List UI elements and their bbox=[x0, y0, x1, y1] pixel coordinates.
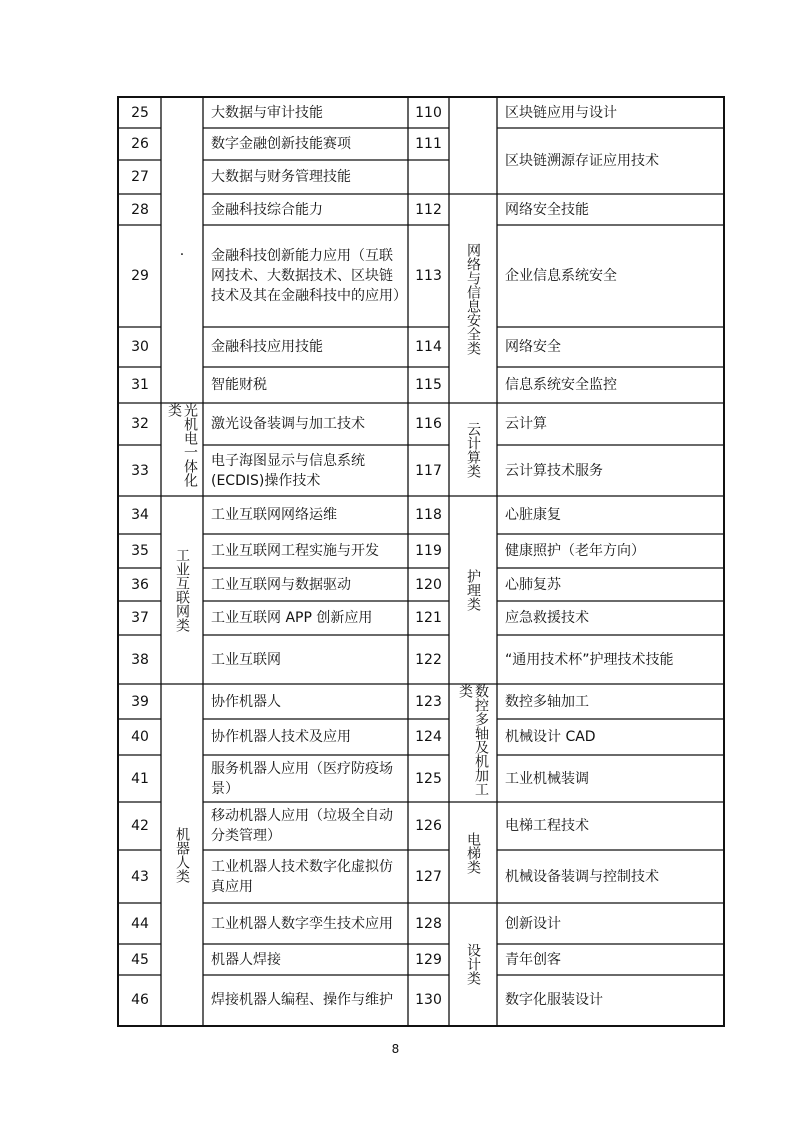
row-number: 127 bbox=[415, 868, 442, 885]
item-name: 数控多轴加工 bbox=[505, 693, 589, 710]
item-name: 云计算技术服务 bbox=[505, 462, 603, 479]
item-name: 大数据与财务管理技能 bbox=[211, 169, 351, 185]
row-number: 33 bbox=[131, 462, 149, 479]
item-name: 网络安全 bbox=[505, 339, 561, 355]
row-number: 27 bbox=[131, 169, 149, 185]
row-number: 115 bbox=[415, 377, 442, 393]
item-name: 机器人焊接 bbox=[211, 951, 281, 968]
competition-table bbox=[117, 96, 725, 1027]
item-name: 区块链溯源存证应用技术 bbox=[505, 153, 659, 169]
row-number: 112 bbox=[415, 201, 442, 218]
row-number: 122 bbox=[415, 651, 442, 668]
row-number: 110 bbox=[415, 105, 442, 121]
row-number: 36 bbox=[131, 576, 149, 593]
item-name: “通用技术杯”护理技术技能 bbox=[505, 651, 674, 668]
item-name: 信息系统安全监控 bbox=[505, 377, 617, 393]
item-name: 智能财税 bbox=[211, 377, 267, 393]
row-number: 121 bbox=[415, 610, 442, 626]
page-number: 8 bbox=[391, 1042, 400, 1056]
row-number: 25 bbox=[131, 105, 149, 121]
row-number: 43 bbox=[131, 868, 149, 885]
row-number: 123 bbox=[415, 693, 442, 710]
category-label: 网络与信息安全类 bbox=[465, 242, 481, 355]
category-label bbox=[449, 98, 497, 194]
row-number: 117 bbox=[415, 462, 442, 479]
item-name: 工业互联网 APP 创新应用 bbox=[211, 610, 373, 626]
row-number: 28 bbox=[131, 201, 149, 218]
row-number: 44 bbox=[131, 915, 149, 932]
row-number: 46 bbox=[131, 992, 149, 1008]
row-number: 116 bbox=[415, 416, 442, 432]
item-name: 激光设备装调与加工技术 bbox=[211, 416, 365, 432]
item-name: 工业机器人技术数字化虚拟仿真应用 bbox=[211, 858, 393, 895]
row-number: 114 bbox=[415, 339, 442, 355]
category-label: 数控多轴及机加工类 bbox=[457, 684, 489, 796]
item-name: 应急救援技术 bbox=[505, 610, 589, 626]
row-number: 26 bbox=[131, 136, 149, 152]
item-name: 工业互联网网络运维 bbox=[211, 507, 337, 523]
category-label: 云计算类 bbox=[465, 421, 481, 478]
item-name: 移动机器人应用（垃圾全自动分类管理） bbox=[211, 808, 393, 844]
row-number: 126 bbox=[415, 818, 442, 834]
row-number: 35 bbox=[131, 543, 149, 559]
category-label: 工业互联网类 bbox=[174, 548, 190, 632]
item-name: 数字金融创新技能赛项 bbox=[211, 136, 351, 152]
item-name: 电子海图显示与信息系统(ECDIS)操作技术 bbox=[211, 452, 365, 489]
item-name: 创新设计 bbox=[505, 915, 561, 932]
item-name: 青年创客 bbox=[505, 951, 561, 968]
row-number: 129 bbox=[415, 951, 442, 968]
row-number: 34 bbox=[131, 507, 149, 523]
category-label: 护理类 bbox=[465, 569, 481, 611]
item-name: 工业机械装调 bbox=[505, 770, 589, 787]
row-number: 32 bbox=[131, 416, 149, 432]
item-name: 协作机器人 bbox=[211, 693, 281, 710]
row-number: 41 bbox=[131, 770, 149, 787]
row-number: 130 bbox=[415, 992, 442, 1008]
row-number: 40 bbox=[131, 729, 149, 745]
item-name: 金融科技应用技能 bbox=[211, 339, 323, 355]
item-name: 电梯工程技术 bbox=[505, 818, 589, 834]
row-number: 45 bbox=[131, 951, 149, 968]
item-name: 数字化服装设计 bbox=[505, 992, 603, 1008]
row-number: 125 bbox=[415, 770, 442, 787]
row-number: 42 bbox=[131, 818, 149, 834]
row-number: 113 bbox=[415, 268, 442, 284]
item-name: 协作机器人技术及应用 bbox=[211, 729, 351, 745]
row-number: 119 bbox=[415, 543, 442, 559]
item-name: 机械设备装调与控制技术 bbox=[505, 868, 659, 885]
category-label: . bbox=[174, 242, 190, 259]
row-number: 39 bbox=[131, 693, 149, 710]
category-label: 设计类 bbox=[465, 943, 481, 985]
item-name: 金融科技综合能力 bbox=[211, 201, 323, 218]
row-number: 29 bbox=[131, 268, 149, 284]
row-number: 118 bbox=[415, 507, 442, 523]
category-label: 电梯类 bbox=[465, 831, 481, 874]
item-name: 心肺复苏 bbox=[505, 576, 561, 593]
item-name: 大数据与审计技能 bbox=[211, 105, 323, 121]
row-number: 120 bbox=[415, 576, 442, 593]
row-number bbox=[408, 160, 449, 194]
row-number: 124 bbox=[415, 729, 442, 745]
item-name: 工业互联网 bbox=[211, 651, 281, 668]
category-label: 机器人类 bbox=[174, 826, 190, 883]
category-label: 光机电一体化类 bbox=[166, 403, 198, 487]
row-number: 30 bbox=[131, 339, 149, 355]
row-number: 31 bbox=[131, 377, 149, 393]
row-number: 38 bbox=[131, 651, 149, 668]
item-name: 金融科技创新能力应用（互联网技术、大数据技术、区块链技术及其在金融科技中的应用） bbox=[211, 248, 407, 304]
item-name: 健康照护（老年方向） bbox=[505, 543, 645, 559]
item-name: 工业互联网工程实施与开发 bbox=[211, 543, 379, 559]
item-name: 工业机器人数字孪生技术应用 bbox=[211, 915, 393, 932]
row-number: 128 bbox=[415, 915, 442, 932]
item-name: 焊接机器人编程、操作与维护 bbox=[211, 992, 393, 1008]
item-name: 心脏康复 bbox=[505, 507, 561, 523]
item-name: 云计算 bbox=[505, 416, 547, 432]
row-number: 111 bbox=[415, 136, 442, 152]
item-name: 服务机器人应用（医疗防疫场景） bbox=[211, 760, 393, 797]
item-name: 企业信息系统安全 bbox=[505, 268, 617, 284]
item-name: 网络安全技能 bbox=[505, 201, 589, 218]
item-name: 工业互联网与数据驱动 bbox=[211, 576, 351, 593]
item-name: 区块链应用与设计 bbox=[505, 105, 617, 121]
item-name: 机械设计 CAD bbox=[505, 729, 596, 745]
row-number: 37 bbox=[131, 610, 149, 626]
